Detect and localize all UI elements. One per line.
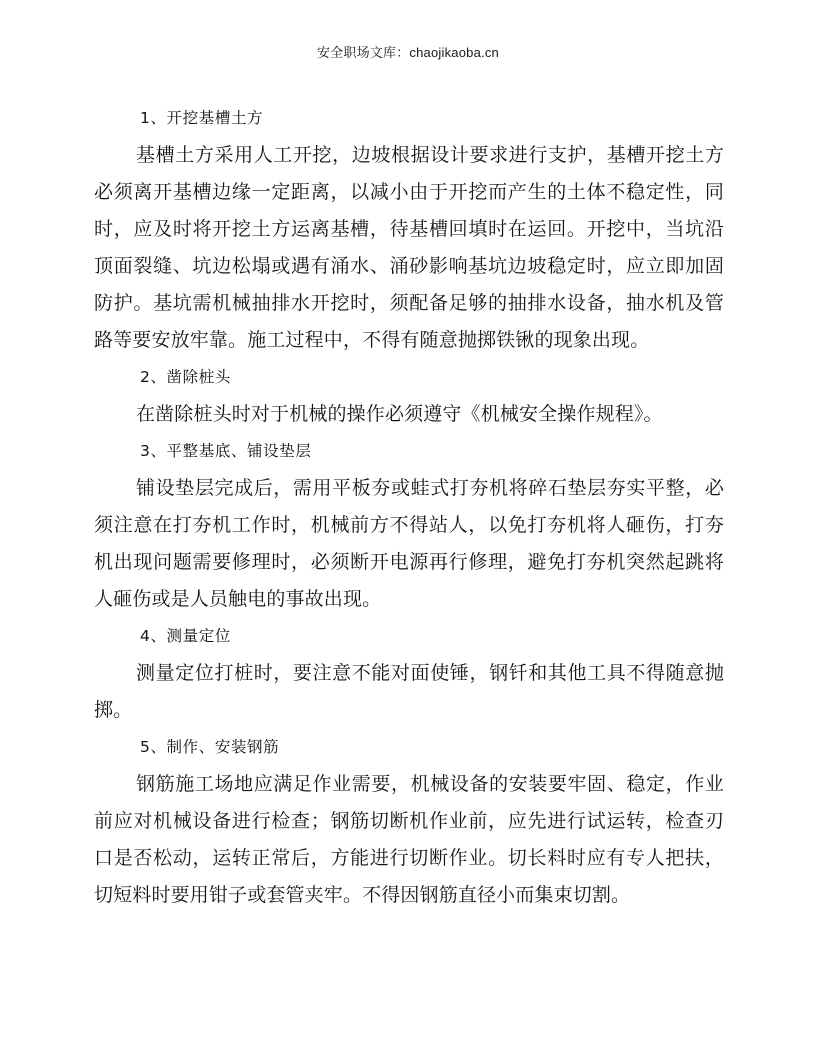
section-heading-3: 3、平整基底、铺设垫层 [140, 442, 312, 460]
page-header-watermark: 安全职场文库：chaojikaoba.cn [317, 45, 499, 60]
paragraph-1: 基槽土方采用人工开挖，边坡根据设计要求进行支护，基槽开挖土方必须离开基槽边缘一定距离，以减小由于开挖而产生的土体不稳定性，同时，应及时将开挖土方运离基槽，待基槽回填时在运回。开挖中，当坑沿顶面裂缝、坑边松塌或遇有涌水、涌砂影响基坑边坡稳定时，应立即加固防护。基坑需机械抽排水开挖时，须配备足够的抽排水设备，抽水机及管路等要安放牢靠。施工过程中，不得有随意抛掷铁锹的现象出现。 [94, 145, 724, 351]
paragraph-4: 测量定位打桩时，要注意不能对面使锤，钢钎和其他工具不得随意抛掷。 [94, 663, 724, 721]
section-heading-4: 4、测量定位 [140, 627, 231, 645]
section-heading-5: 5、制作、安装钢筋 [140, 738, 280, 756]
paragraph-2: 在凿除桩头时对于机械的操作必须遵守《机械安全操作规程》。 [136, 404, 663, 425]
paragraph-5: 钢筋施工场地应满足作业需要，机械设备的安装要牢固、稳定，作业前应对机械设备进行检查；钢筋切断机作业前，应先进行试运转，检查刃口是否松动，运转正常后，方能进行切断作业。切长料时应有专人把扶，切短料时要用钳子或套管夹牢。不得因钢筋直径小而集束切割。 [94, 774, 724, 906]
document-body [94, 100, 724, 914]
section-heading-1: 1、开挖基槽土方 [140, 109, 264, 127]
section-heading-2: 2、凿除桩头 [140, 368, 231, 386]
paragraph-3: 铺设垫层完成后，需用平板夯或蛙式打夯机将碎石垫层夯实平整，必须注意在打夯机工作时，机械前方不得站人，以免打夯机将人砸伤，打夯机出现问题需要修理时，必须断开电源再行修理，避免打夯机突然起跳将人砸伤或是人员触电的事故出现。 [94, 478, 724, 610]
